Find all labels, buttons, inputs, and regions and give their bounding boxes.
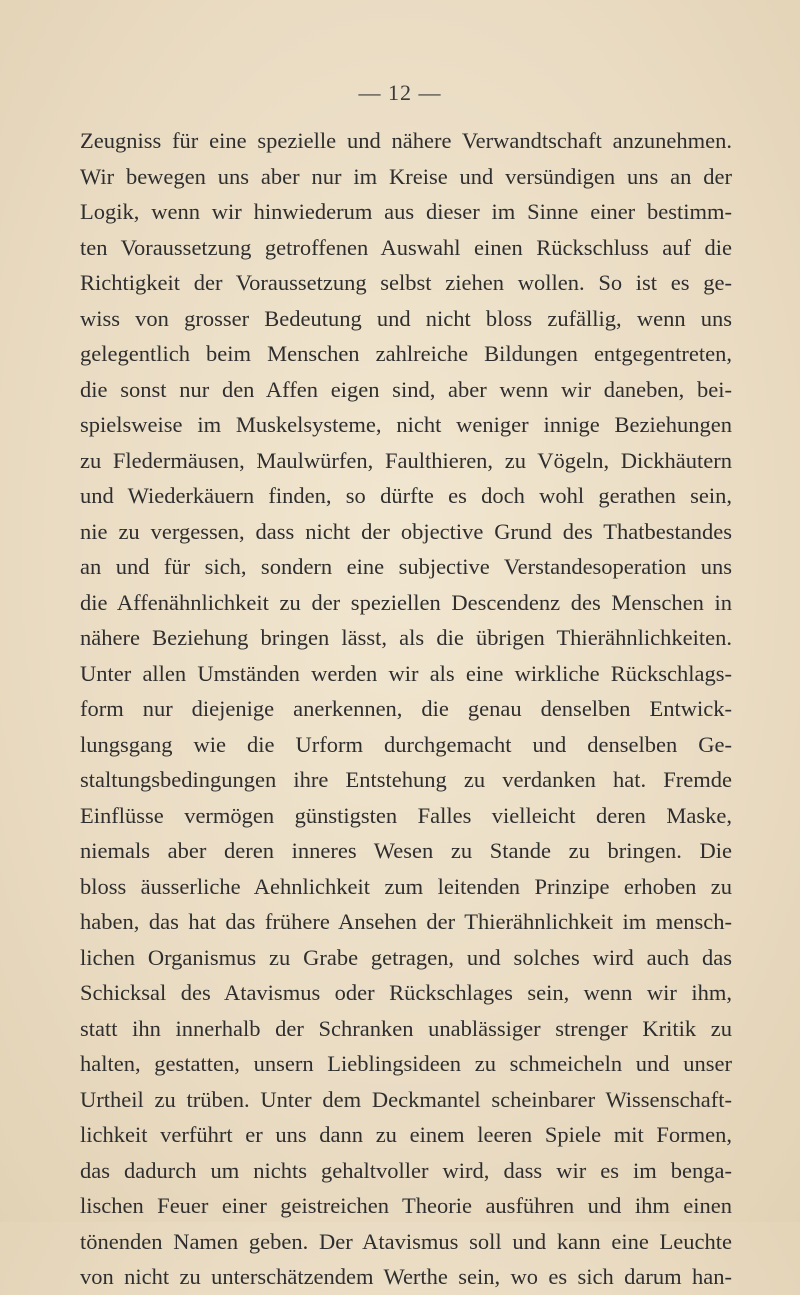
text-line: halten, gestatten, unsern Lieblingsideen zu schmeicheln und unser — [80, 1051, 732, 1076]
text-line: bloss äusserliche Aehnlichkeit zum leitenden Prinzipe erhoben zu — [80, 873, 732, 899]
text-line: zu Fledermäusen, Maulwürfen, Faulthieren, zu Vögeln, Dickhäutern — [80, 447, 732, 473]
page-number: — 12 — — [358, 80, 442, 105]
text-line: das dadurch um nichts gehaltvoller wird, dass wir es im benga- — [80, 1157, 732, 1183]
text-line: Wir bewegen uns aber nur im Kreise und versündigen uns an der — [80, 163, 732, 189]
text-line: spielsweise im Muskelsysteme, nicht weniger innige Beziehungen — [80, 412, 732, 437]
text-line: von nicht zu unterschätzendem Werthe sein, wo es sich darum han- — [80, 1264, 732, 1289]
text-line: Richtigkeit der Voraussetzung selbst ziehen wollen. So ist es ge- — [80, 270, 732, 295]
text-line: haben, das hat das frühere Ansehen der Thierähnlichkeit im mensch- — [80, 909, 732, 934]
text-line: Unter allen Umständen werden wir als eine wirkliche Rückschlags- — [80, 660, 732, 686]
text-line: staltungsbedingungen ihre Entstehung zu verdanken hat. Fremde — [80, 767, 732, 792]
text-line: Zeugniss für eine spezielle und nähere Verwandtschaft anzunehmen. — [80, 128, 732, 153]
text-line: Urtheil zu trüben. Unter dem Deckmantel scheinbarer Wissenschaft- — [80, 1086, 732, 1112]
text-line: an und für sich, sondern eine subjective Verstandesoperation uns — [80, 554, 732, 579]
text-line: und Wiederkäuern finden, so dürfte es doch wohl gerathen sein, — [80, 483, 732, 508]
text-line: nähere Beziehung bringen lässt, als die übrigen Thierähnlichkeiten. — [80, 625, 732, 650]
text-line: lichen Organismus zu Grabe getragen, und solches wird auch das — [80, 944, 732, 970]
text-line: wiss von grosser Bedeutung und nicht bloss zufällig, wenn uns — [80, 305, 732, 331]
text-line: nie zu vergessen, dass nicht der objective Grund des Thatbestandes — [80, 518, 732, 544]
text-line: die Affenähnlichkeit zu der speziellen Descendenz des Menschen in — [80, 589, 732, 615]
text-line: form nur diejenige anerkennen, die genau denselben Entwick- — [80, 696, 732, 721]
text-line: ten Voraussetzung getroffenen Auswahl einen Rückschluss auf die — [80, 234, 732, 260]
body-text — [80, 123, 732, 1295]
text-line: tönenden Namen geben. Der Atavismus soll und kann eine Leuchte — [80, 1228, 732, 1254]
text-line: Schicksal des Atavismus oder Rückschlages sein, wenn wir ihm, — [80, 980, 732, 1005]
text-line: lungsgang wie die Urform durchgemacht und denselben Ge- — [80, 731, 732, 757]
text-line: Logik, wenn wir hinwiederum aus dieser im Sinne einer bestimm- — [80, 199, 732, 224]
text-line: niemals aber deren inneres Wesen zu Stande zu bringen. Die — [80, 838, 732, 863]
text-line: statt ihn innerhalb der Schranken unablässiger strenger Kritik zu — [80, 1015, 732, 1041]
text-line: die sonst nur den Affen eigen sind, aber wenn wir daneben, bei- — [80, 376, 732, 402]
text-line: lichkeit verführt er uns dann zu einem leeren Spiele mit Formen, — [80, 1122, 732, 1147]
text-line: gelegentlich beim Menschen zahlreiche Bildungen entgegentreten, — [80, 341, 732, 366]
text-line: lischen Feuer einer geistreichen Theorie ausführen und ihm einen — [80, 1193, 732, 1218]
text-line: Einflüsse vermögen günstigsten Falles vielleicht deren Maske, — [80, 802, 732, 828]
